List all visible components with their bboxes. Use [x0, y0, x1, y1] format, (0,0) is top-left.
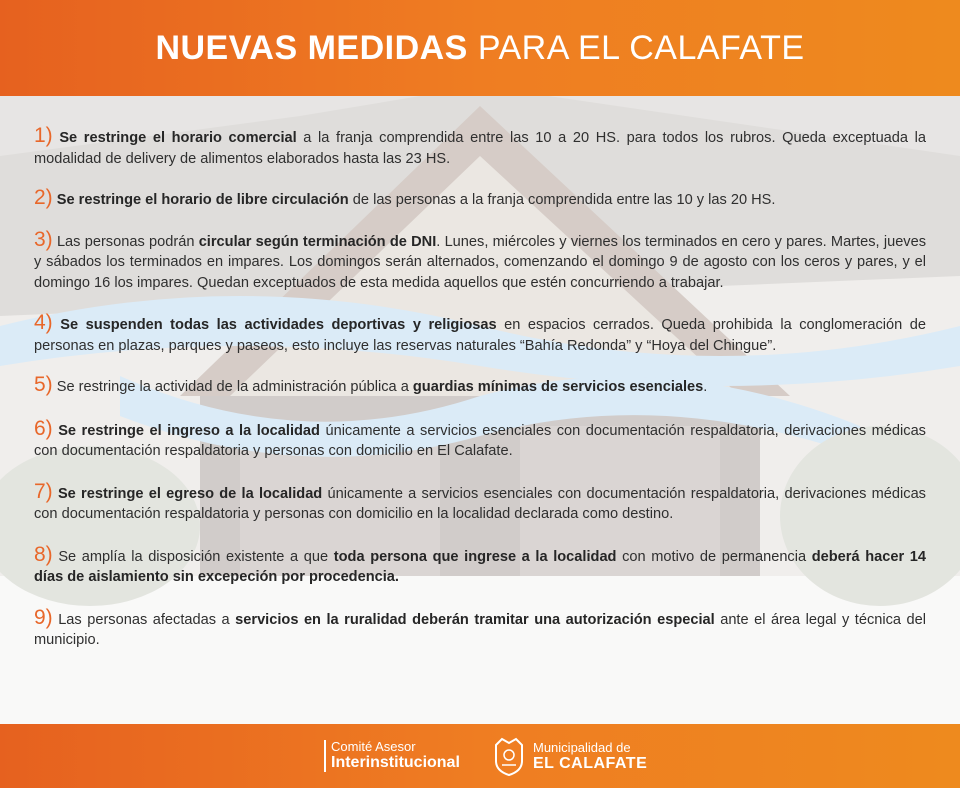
- measure-text-bold: circular según terminación de DNI: [198, 233, 437, 250]
- measure-item: [34, 313, 926, 356]
- measure-number: 6): [34, 416, 53, 440]
- measure-number: 3): [34, 227, 53, 251]
- title-rest: PARA EL CALAFATE: [477, 28, 805, 67]
- measure-text: ante el área legal y técnica del municipio.: [34, 611, 927, 648]
- committee-logo: [324, 740, 460, 772]
- measure-text: .: [703, 379, 708, 395]
- measure-number: 7): [34, 479, 53, 503]
- measure-item: [34, 605, 927, 651]
- measure-text: únicamente a servicios esenciales con documentación respaldatoria, derivaciones médicas con documentación respaldatoria y personas con domicilio en la localidad declarada como destino.: [34, 485, 926, 522]
- measure-text: Se restringe la actividad de la administración pública a: [56, 379, 413, 395]
- measure-number: 9): [34, 605, 53, 629]
- measure-number: 4): [34, 311, 53, 334]
- municipal-crest-icon: [492, 735, 526, 777]
- measure-text-bold: Se suspenden todas las actividades deportivas y religiosas: [60, 317, 497, 333]
- measure-number: 1): [34, 124, 53, 147]
- measure-item: [34, 542, 926, 588]
- measure-text: . Lunes, miércoles y viernes los terminados en cero y pares. Martes, jueves y sábados los terminados en impares. Los domingos serán alternados, comenzando el domingo 9 de agosto con los ceros y pares, y el domingo 16 los impares. Quedan exceptuados de esta medida aquellos que estén concurriendo a trabajar.: [34, 233, 927, 291]
- municipality-line-2: EL CALAFATE: [533, 755, 648, 772]
- measure-item: [34, 479, 926, 525]
- measure-text-bold: Se restringe el ingreso a la localidad: [58, 422, 320, 439]
- measure-text: a la franja comprendida entre las 10 a 20 HS. para todos los rubros. Queda exceptuada la modalidad de delivery de alimentos elaborados hasta las 23 HS.: [34, 130, 927, 167]
- measure-item: [34, 416, 926, 462]
- measure-text-bold: Se restringe el egreso de la localidad: [57, 485, 323, 502]
- footer-banner: [0, 724, 960, 788]
- page-title: [155, 29, 804, 68]
- measure-text-bold: Se restringe el horario comercial: [59, 130, 297, 146]
- measure-text-bold: deberá hacer 14 días de aislamiento sin excepeción por procedencia.: [34, 548, 926, 585]
- title-bold: NUEVAS MEDIDAS: [155, 28, 468, 67]
- measure-text-bold: Se restringe el horario de libre circulación: [56, 192, 349, 208]
- measure-number: 8): [34, 542, 53, 566]
- measure-text: Las personas podrán: [56, 233, 199, 250]
- measure-number: 2): [34, 186, 53, 209]
- measure-item: [34, 375, 926, 398]
- measure-text: únicamente a servicios esenciales con documentación respaldatoria, derivaciones médicas con documentación respaldatoria y personas con domicilio en El Calafate.: [34, 422, 926, 459]
- measure-text: con motivo de permanencia: [616, 548, 812, 565]
- measure-item: [34, 126, 926, 169]
- measure-number: 5): [34, 373, 53, 396]
- committee-line-2: Interinstitucional: [331, 754, 460, 771]
- municipality-logo: [533, 741, 647, 773]
- measure-text-bold: guardias mínimas de servicios esenciales: [412, 379, 704, 395]
- header-banner: [0, 0, 960, 96]
- measure-text: en espacios cerrados. Queda prohibida la conglomeración de personas en plazas, parques y paseos, esto incluye las reservas naturales “Bahía Redonda” y “Hoya del Chingue”.: [34, 317, 927, 354]
- measure-text: Se amplía la disposición existente a que: [58, 548, 334, 565]
- measure-text-bold: servicios en la ruralidad deberán tramitar una autorización especial: [235, 611, 715, 628]
- measure-item: [34, 188, 926, 211]
- measures-list: [34, 126, 926, 651]
- measure-item: [34, 227, 927, 294]
- committee-line-1: Comité Asesor: [331, 739, 416, 754]
- measure-text-bold: toda persona que ingrese a la localidad: [333, 548, 617, 565]
- municipality-line-1: Municipalidad de: [533, 740, 631, 755]
- measure-text: Las personas afectadas a: [58, 611, 236, 628]
- measure-text: de las personas a la franja comprendida entre las 10 y las 20 HS.: [348, 192, 776, 208]
